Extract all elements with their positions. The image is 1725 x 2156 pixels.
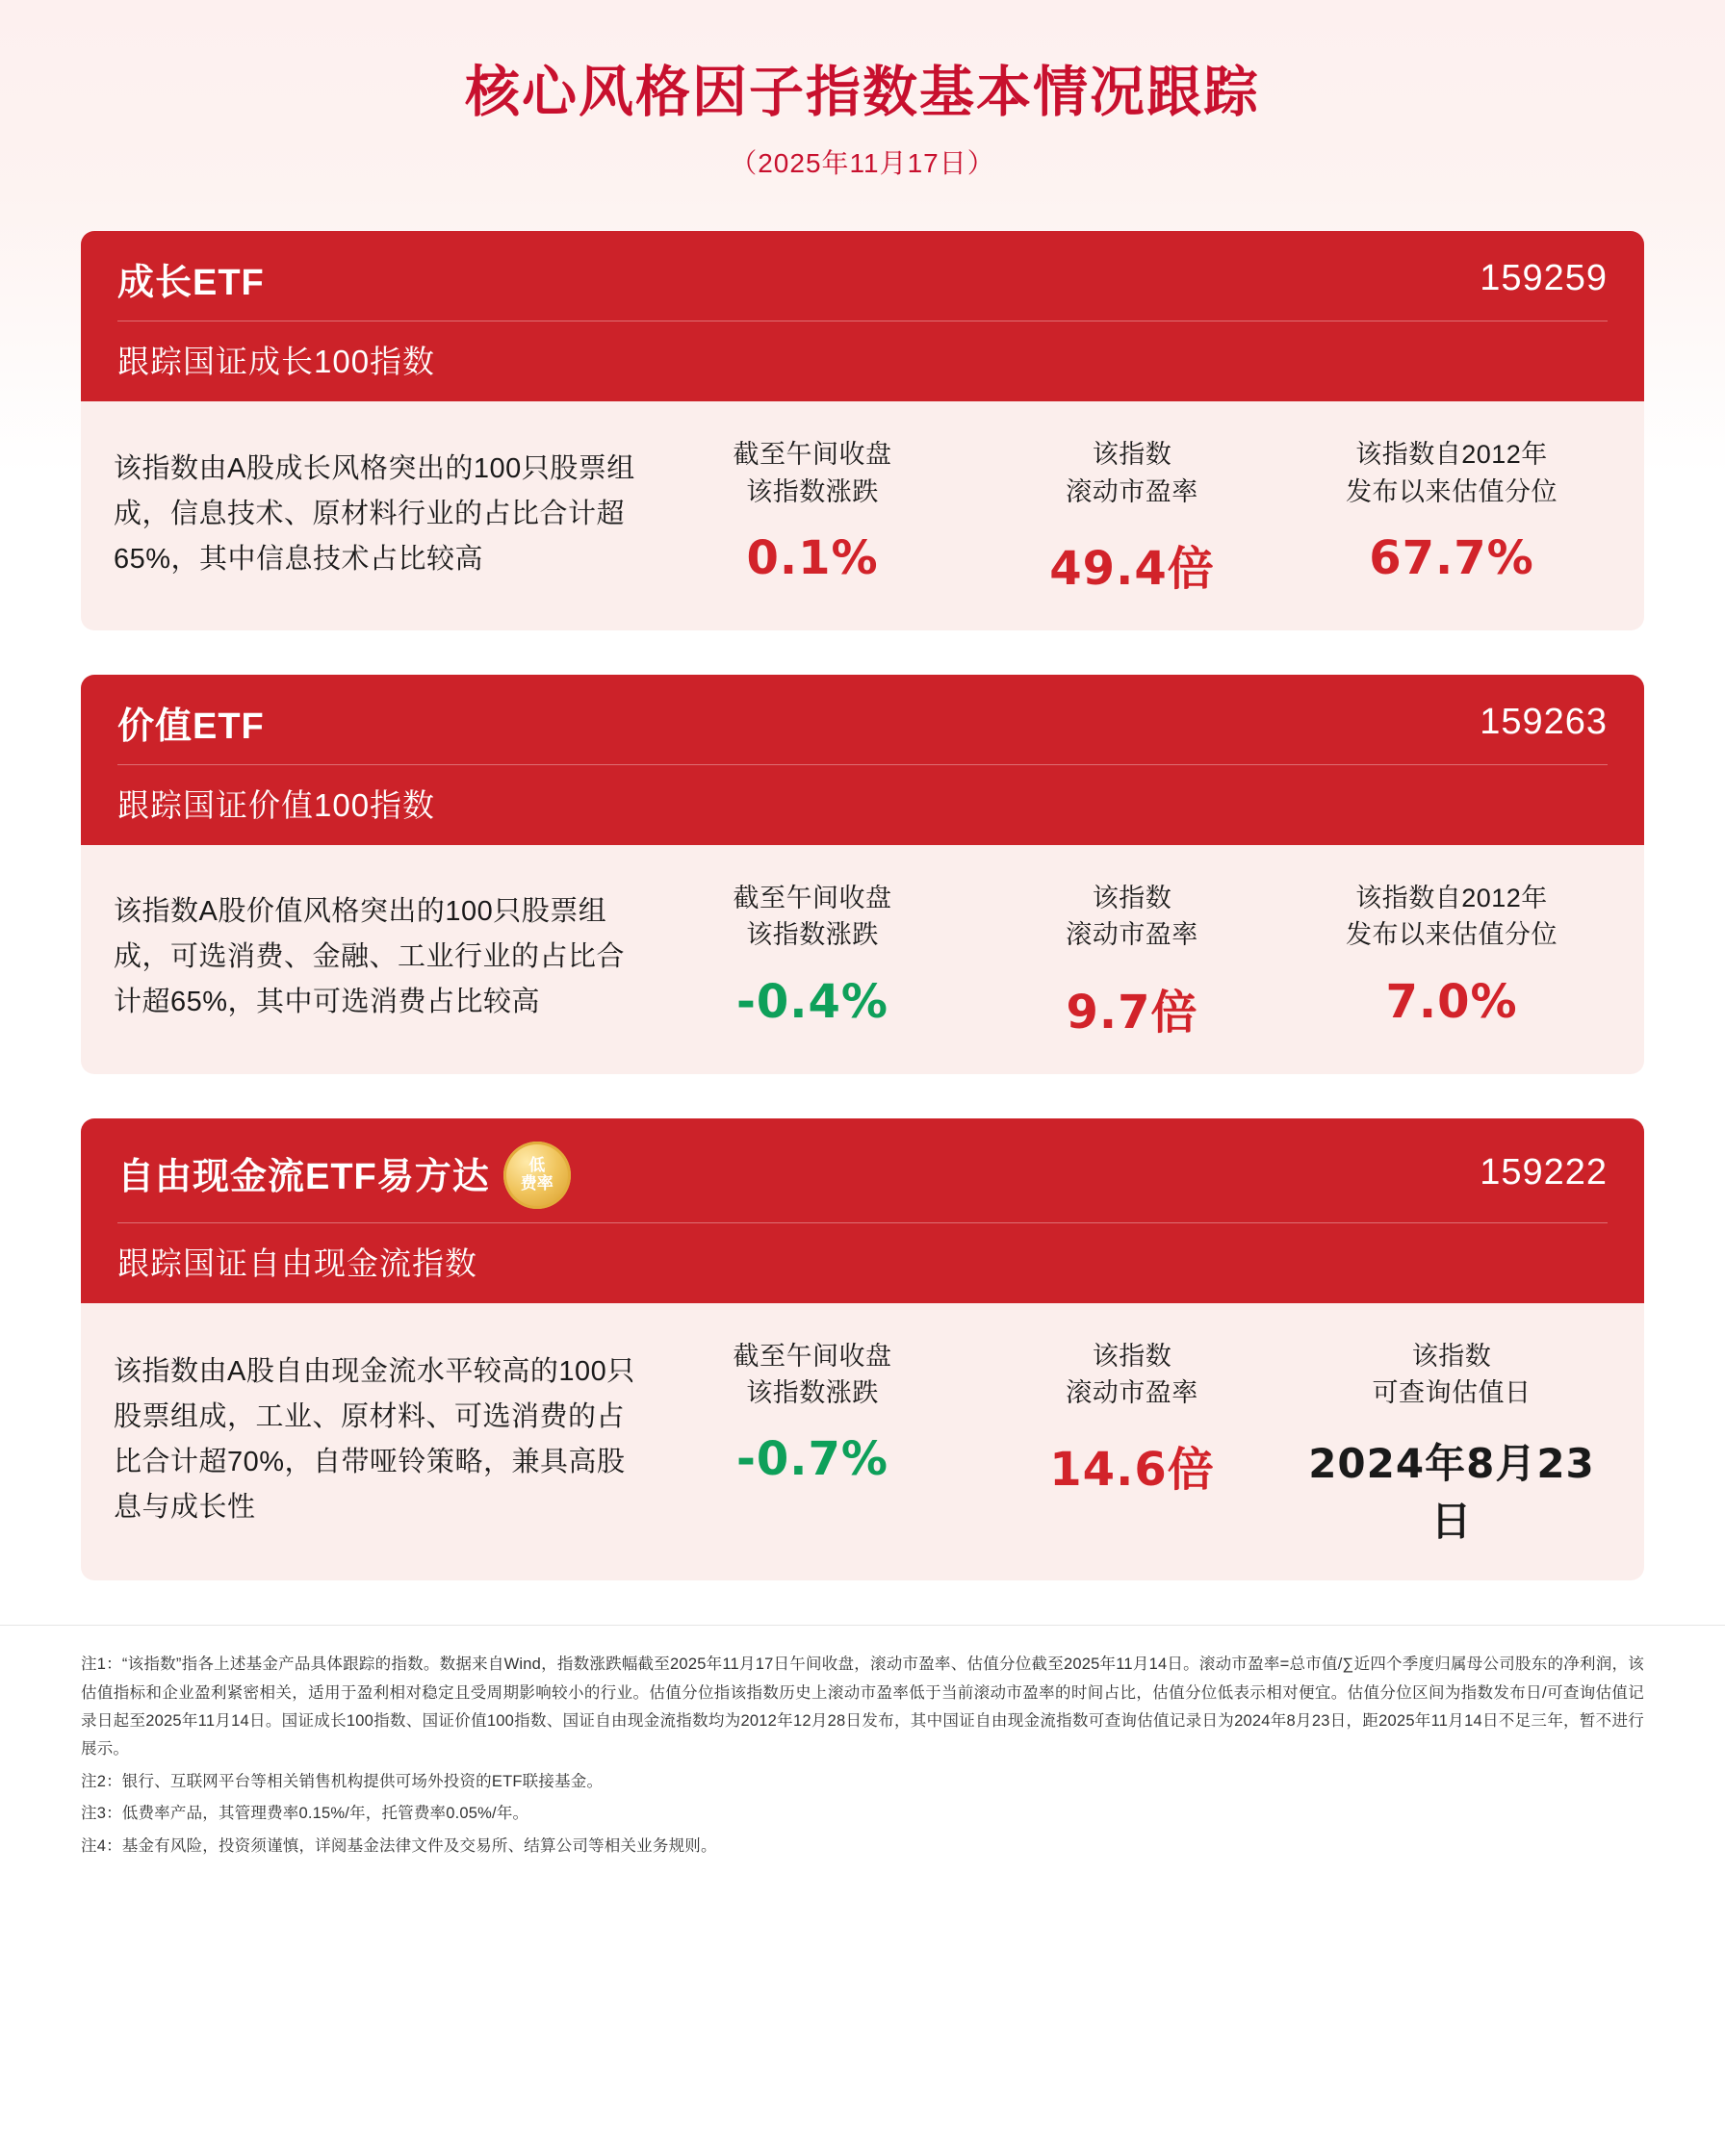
page-title: 核心风格因子指数基本情况跟踪 [465, 62, 1260, 123]
metric-value: 49.4倍 [1049, 542, 1215, 597]
metric-label-line1: 该指数自2012年 [1355, 884, 1548, 913]
footnote-1: 注1：“该指数”指各上述基金产品具体跟踪的指数。数据来自Wind，指数涨跌幅截至2025年11月17日午间收盘，滚动市盈率、估值分位截至2025年11月14日。滚动市盈率=总市值/∑近四个季度归属母公司股东的净利润，该估值指标和企业盈利紧密相关，适用于盈利相对稳定且受周期影响较小的行业。估值分位指该指数历史上滚动市盈率低于当前滚动市盈率的时间占比，估值分位低表示相对便宜。估值分位区间为指数发布日/可查询估值记录日起至2025年11月14日。国证成长100指数、国证价值100指数、国证自由现金流指数均为2012年12月28日发布，其中国证自由现金流指数可查询估值记录日为2024年8月23日，距2025年11月14日不足三年，暂不进行展示。 [81, 1656, 1644, 1758]
metric-label-line1: 该指数 [1092, 1341, 1172, 1371]
metric-label-line2: 该指数涨跌 [746, 920, 879, 950]
footnote-3: 注3：低费率产品，其管理费率0.15%/年，托管费率0.05%/年。 [81, 1805, 529, 1823]
etf-tracking-index: 跟踪国证自由现金流指数 [117, 1245, 477, 1281]
card-header-top [117, 252, 1608, 321]
metric-label-line2: 可查询估值日 [1372, 1378, 1532, 1408]
footnotes [0, 1625, 1725, 1889]
metric-valuation-date [1292, 1332, 1611, 1549]
metric-label-line1: 截至午间收盘 [733, 440, 892, 470]
etf-name-text: 成长ETF [117, 263, 265, 304]
etf-name [117, 252, 265, 305]
metric-value: 7.0% [1385, 974, 1518, 1029]
low-fee-badge-line1: 低 [528, 1156, 546, 1175]
metric-label-line1: 该指数 [1411, 1341, 1492, 1371]
metric-label-line1: 该指数自2012年 [1355, 440, 1548, 470]
etf-description: 该指数由A股成长风格突出的100只股票组成，信息技术、原材料行业的占比合计超65%，其中信息技术占比较高 [114, 452, 635, 575]
etf-card-growth [81, 231, 1644, 630]
etf-description: 该指数由A股自由现金流水平较高的100只股票组成，工业、原材料、可选消费的占比合计超70%，自带哑铃策略，兼具高股息与成长性 [114, 1356, 635, 1523]
metric-change [653, 430, 972, 585]
metric-group [653, 430, 1611, 598]
metric-label-line2: 滚动市盈率 [1066, 920, 1198, 950]
metric-label-line2: 该指数涨跌 [746, 476, 879, 506]
etf-card-value [81, 675, 1644, 1074]
card-body [81, 401, 1644, 630]
etf-code: 159259 [1480, 258, 1608, 299]
card-header [81, 1118, 1644, 1303]
page-subtitle: （2025年11月17日） [730, 148, 995, 179]
metric-value: -0.7% [735, 1432, 889, 1487]
card-body [81, 845, 1644, 1074]
footnote-2: 注2：银行、互联网平台等相关销售机构提供可场外投资的ETF联接基金。 [81, 1772, 604, 1790]
etf-description: 该指数A股价值风格突出的100只股票组成，可选消费、金融、工业行业的占比合计超65%，其中可选消费占比较高 [114, 896, 626, 1018]
card-header [81, 675, 1644, 845]
metric-label-line1: 该指数 [1092, 440, 1172, 470]
card-header [81, 231, 1644, 401]
metric-value: 14.6倍 [1049, 1443, 1215, 1498]
metric-label-line1: 截至午间收盘 [733, 884, 892, 913]
etf-card-list [0, 231, 1725, 1580]
metric-change [653, 1332, 972, 1487]
metric-label-line1: 该指数 [1092, 884, 1172, 913]
low-fee-badge-line2: 费率 [520, 1173, 554, 1193]
etf-name [117, 1140, 571, 1207]
metric-change [653, 874, 972, 1029]
etf-name-text: 自由现金流ETF易方达 [117, 1157, 490, 1198]
card-header-top [117, 1140, 1608, 1223]
metric-group [653, 874, 1611, 1041]
metric-valuation-percentile [1292, 430, 1611, 585]
low-fee-badge-icon [503, 1142, 571, 1209]
etf-tracking-index: 跟踪国证成长100指数 [117, 344, 436, 380]
etf-card-free-cash-flow [81, 1118, 1644, 1581]
metric-label-line2: 该指数涨跌 [746, 1378, 879, 1408]
metric-pe [972, 874, 1292, 1041]
metric-value: 67.7% [1369, 531, 1534, 586]
metric-value: 0.1% [746, 531, 879, 586]
metric-label-line2: 发布以来估值分位 [1346, 476, 1558, 506]
metric-group [653, 1332, 1611, 1549]
footnote-4: 注4：基金有风险，投资须谨慎，详阅基金法律文件及交易所、结算公司等相关业务规则。 [81, 1836, 717, 1855]
metric-value: -0.4% [735, 974, 889, 1029]
metric-label-line2: 滚动市盈率 [1066, 1378, 1198, 1408]
metric-label-line2: 发布以来估值分位 [1346, 920, 1558, 950]
metric-valuation-percentile [1292, 874, 1611, 1029]
etf-code: 159222 [1480, 1152, 1608, 1194]
metric-label-line2: 滚动市盈率 [1066, 476, 1198, 506]
metric-label-line1: 截至午间收盘 [733, 1341, 892, 1371]
metric-pe [972, 430, 1292, 598]
metric-pe [972, 1332, 1292, 1500]
metric-value: 2024年8月23日 [1308, 1440, 1595, 1546]
card-body [81, 1303, 1644, 1581]
card-header-top [117, 696, 1608, 765]
page-header [0, 0, 1725, 181]
metric-value: 9.7倍 [1066, 985, 1198, 1040]
etf-name-text: 价值ETF [117, 706, 265, 748]
etf-code: 159263 [1480, 702, 1608, 743]
etf-name [117, 696, 265, 749]
etf-tracking-index: 跟踪国证价值100指数 [117, 787, 436, 824]
